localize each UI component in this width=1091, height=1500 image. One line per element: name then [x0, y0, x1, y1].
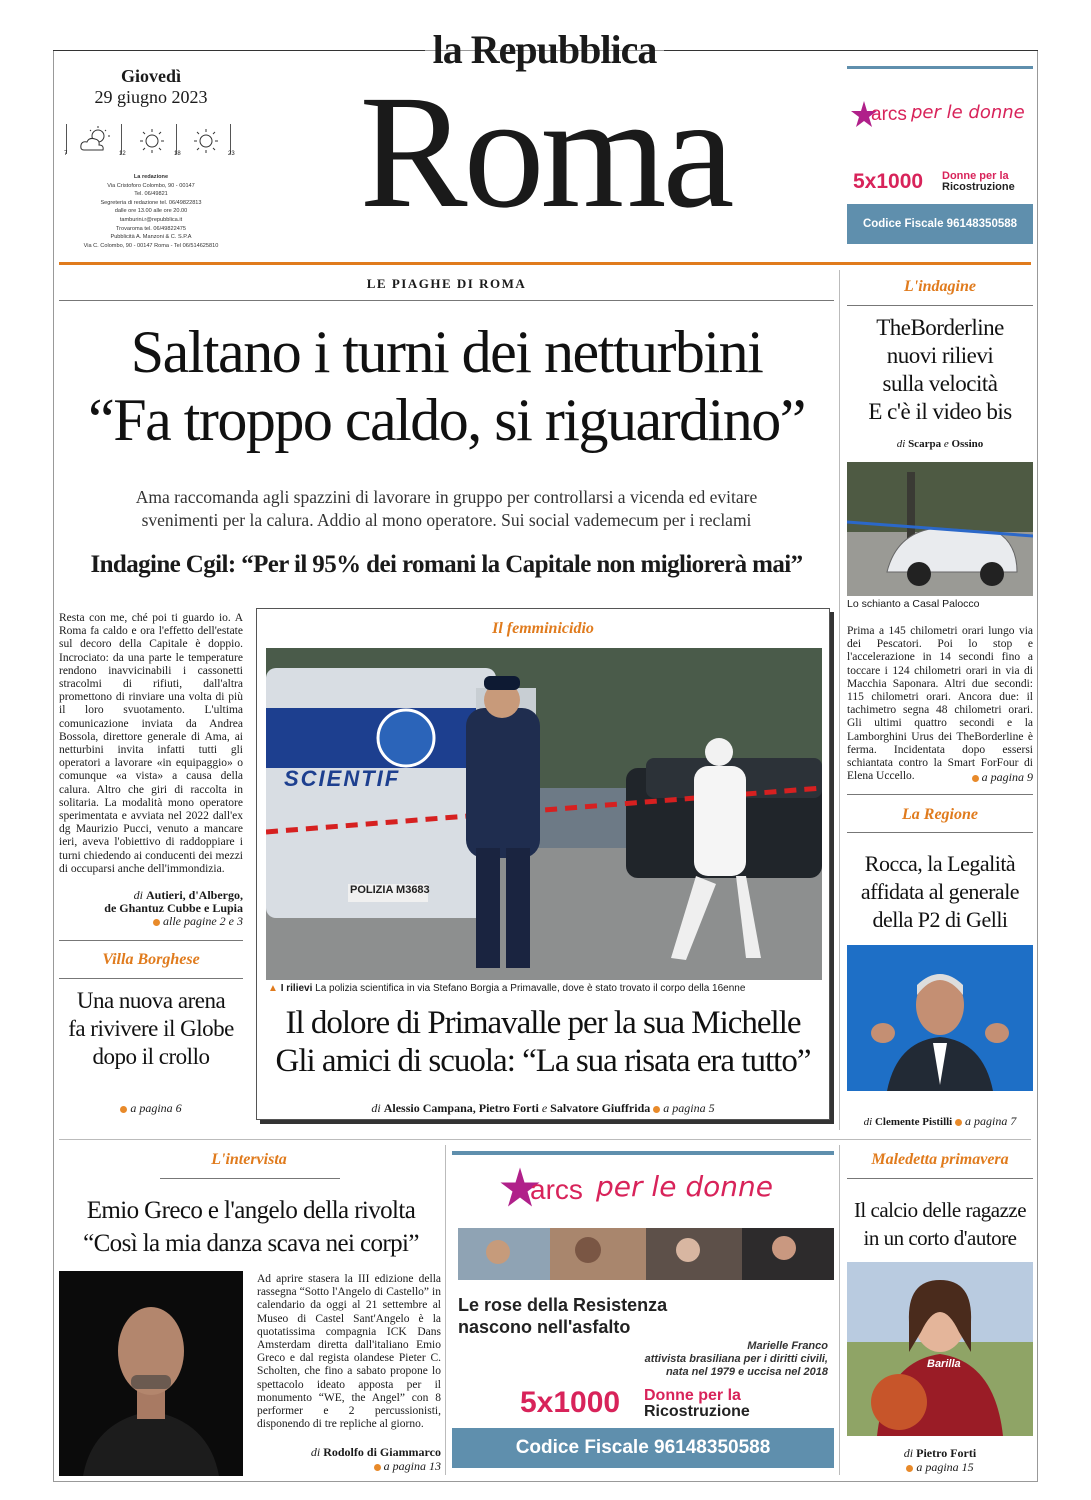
regione-headline[interactable] — [847, 850, 1033, 934]
byline-and: e — [943, 438, 949, 450]
emio-greco-photo[interactable] — [59, 1271, 243, 1476]
accent-rule — [59, 262, 1031, 265]
primavera-page-ref[interactable]: a pagina 15 — [916, 1460, 974, 1474]
intervista-headline-line2: “Così la mia danza scava nei corpi” — [83, 1230, 419, 1257]
redazione-line: Via Cristoforo Colombo, 90 - 00147 — [107, 182, 195, 189]
redazione-title: La redazione — [133, 174, 169, 180]
section-label: LE PIAGHE DI ROMA — [366, 276, 527, 291]
intervista-headline-line1: Emio Greco e l'angelo della rivolta — [86, 1197, 416, 1224]
rocca-photo[interactable] — [847, 945, 1033, 1091]
regione-byline — [847, 1114, 1033, 1129]
redazione-line: Via C. Colombo, 90 - 00147 Roma - Tel 06/514625810 — [83, 242, 219, 249]
temp-1: 7 — [64, 151, 68, 157]
ad-top-cause-line1: Donne per la — [942, 170, 1009, 182]
regione-page-ref[interactable]: a pagina 7 — [965, 1114, 1017, 1128]
regione-headline-line: affidata al generale — [860, 879, 1020, 904]
rule — [847, 794, 1033, 795]
lead-deck-line2: svenimenti per la calura. Addio al mono operatore. Sui social vademecum per i reclami — [141, 510, 752, 530]
rule — [59, 978, 243, 979]
regione-byline-names: Clemente Pistilli — [874, 1116, 953, 1128]
redazione-line: dalle ore 13.00 alle ore 20.00 — [114, 208, 188, 215]
lead-subheadline[interactable]: Indagine Cgil: “Per il 95% dei romani la Capitale non migliorerà mai” — [90, 551, 803, 578]
ad-bottom-cause-line1: Donne per la — [644, 1387, 741, 1404]
byline-prefix: di — [133, 888, 143, 902]
ad-bottom-photo-strip — [458, 1228, 834, 1280]
borderline-page-ref[interactable]: a pagina 9 — [981, 770, 1033, 784]
redazione-line: Pubblicità A. Manzoni & C. S.P.A — [110, 234, 192, 241]
byline-prefix: di — [863, 1116, 873, 1128]
issue-day: Giovedì — [120, 66, 181, 86]
rule — [847, 832, 1033, 833]
cloud-sun-icon — [78, 126, 112, 158]
primavera-headline-line2: in un corto d'autore — [863, 1226, 1017, 1250]
ad-bottom-brand: arcs — [530, 1174, 583, 1205]
ad-top-logo[interactable] — [847, 98, 1033, 134]
sun-icon — [138, 127, 166, 159]
borderline-headline[interactable] — [847, 314, 1033, 426]
borderline-byline-last: Ossino — [951, 438, 984, 450]
borderline-byline-names: Scarpa — [908, 438, 942, 450]
femminicidio-page-ref[interactable]: a pagina 5 — [663, 1101, 715, 1115]
villa-headline[interactable] — [59, 987, 243, 1071]
redazione-box — [60, 173, 242, 250]
sun-icon — [192, 127, 220, 159]
ad-bottom-quote-name: Marielle Franco — [747, 1340, 828, 1352]
borderline-kicker: L'indagine — [903, 278, 976, 295]
femminicidio-headline-line2: Gli amici di scuola: “La sua risata era tutto” — [275, 1043, 811, 1079]
villa-headline-line: fa rivivere il Globe — [68, 1016, 234, 1041]
masthead-rule-right — [664, 50, 1038, 51]
ad-top-rule — [847, 66, 1033, 69]
ad-bottom-quote-line2: nata nel 1979 e uccisa nel 2018 — [665, 1366, 828, 1378]
temp-4: 23 — [228, 151, 235, 157]
ad-top-tagline: per le donne — [911, 102, 1025, 123]
borderline-body: Prima a 145 chilometri orari lungo via dei Pescatori. Poi lo stop e l'accelerazione in 14 secondi fino a toccare i 124 chilometri orari in via di Macchia Saponara. Altri due secondi: 115 chilometri orari. Ancora due: il tachimetro segna 48 chilometri orari. Gli ultimi quattro secondi e la Lamborghini Urus dei TheBorderline è ferma. Incidentata dopo essersi schiantata contro la Smart ForFour di Elena Uccello. — [847, 625, 1033, 783]
lead-deck-line1: Ama raccomanda agli spazzini di lavorare in gruppo per controllarsi a vicenda ed evitare — [135, 487, 758, 507]
regione-headline-line: della P2 di Gelli — [872, 907, 1008, 932]
femminicidio-byline — [256, 1101, 830, 1116]
borderline-headline-line: TheBorderline — [876, 315, 1004, 340]
redazione-line[interactable]: tamburini.r@repubblica.it — [119, 216, 183, 223]
villa-kicker: Villa Borghese — [102, 951, 200, 968]
ad-bottom-headline-line1: Le rose della Resistenza — [458, 1295, 668, 1315]
intervista-kicker: L'intervista — [211, 1151, 287, 1168]
issue-date: 29 giugno 2023 — [94, 87, 208, 107]
borderline-headline-line: sulla velocità — [882, 371, 998, 396]
van-plate: POLIZIA M3683 — [350, 884, 430, 896]
regione-kicker: La Regione — [902, 806, 978, 823]
lead-headline[interactable] — [59, 318, 834, 454]
section-rule — [59, 300, 834, 301]
femminicidio-byline-last: Salvatore Giuffrida — [550, 1101, 651, 1115]
femminicidio-kicker: Il femminicidio — [492, 620, 594, 637]
intervista-headline[interactable] — [59, 1194, 443, 1260]
column-divider — [839, 270, 840, 1130]
ad-bottom-rule — [452, 1151, 834, 1155]
byline-and: e — [541, 1101, 548, 1115]
femminicidio-headline-line1: Il dolore di Primavalle per la sua Michelle — [285, 1005, 801, 1041]
ad-bottom-5x1000: 5x1000 — [520, 1386, 621, 1419]
ad-bottom-quote-line1: attivista brasiliana per i diritti civili, — [644, 1353, 828, 1365]
temp-2: 12 — [119, 151, 126, 157]
byline-prefix: di — [310, 1445, 321, 1459]
villa-page-ref[interactable]: a pagina 6 — [130, 1101, 182, 1115]
shirt-text: Barilla — [927, 1358, 961, 1370]
femminicidio-caption-label: I rilievi — [280, 983, 313, 994]
primavera-photo[interactable] — [847, 1262, 1033, 1436]
primavera-headline-line1: Il calcio delle ragazze — [853, 1198, 1027, 1222]
villa-headline-line: dopo il crollo — [92, 1044, 210, 1069]
lead-deck — [59, 486, 834, 532]
lead-body: Resta con me, ché poi ti guardo io. A Roma fa caldo e ora l'effetto dell'estate sul decoro della Capitale è doppio. Incrociato: da una parte le temperature rendono inavvicinabili i cassonetti stracolmi di rifiuti, dall'altra promettono di rinviare una volta di più il loro svuotamento. L'ultima comunicazione inviata da Andrea Bossola, direttore generale di Ama, ai netturbini invita infatti tutti gli operatori a lavorare «in equipaggio» o comunque «a vista» a causa della calura. Altro che giri di raccolta in solitaria. La modalità mono operatore sperimentata e avviata nel 2022 dall'ex dg Maurizio Pucci, venuto a mancare ieri, aveva l'obiettivo di raddoppiare i turni chiedendo ai conducenti dei mezzi di occuparsi anche dell'immondizia. — [59, 612, 243, 875]
villa-page-ref-wrap — [59, 1101, 243, 1116]
ad-top-cause — [942, 171, 1015, 193]
lead-byline-names2: de Ghantuz Cubbe e Lupia — [104, 901, 243, 915]
borderline-headline-line: E c'è il video bis — [868, 399, 1012, 424]
masthead-rule-left — [53, 50, 425, 51]
femminicidio-caption — [268, 983, 828, 994]
femminicidio-headline[interactable] — [256, 1004, 830, 1080]
femminicidio-caption-text: La polizia scientifica in via Stefano Borgia a Primavalle, dove è stato trovato il corpo della 16enne — [315, 983, 746, 994]
city-title: Roma — [359, 63, 731, 242]
primavera-kicker: Maledetta primavera — [871, 1151, 1009, 1168]
primavera-byline — [847, 1446, 1033, 1474]
redazione-line: Tel. 06/49821 — [134, 191, 168, 198]
column-divider — [445, 1145, 446, 1475]
crash-photo-caption: Lo schianto a Casal Palocco — [847, 598, 980, 610]
rule — [847, 1178, 1033, 1179]
ad-bottom-logo[interactable] — [500, 1162, 800, 1217]
lead-headline-line2: “Fa troppo caldo, si riguardino” — [88, 387, 805, 453]
femminicidio-byline-names: Alessio Campana, Pietro Forti — [383, 1101, 539, 1115]
redazione-line: Segreteria di redazione tel. 06/49822813 — [100, 199, 202, 206]
byline-prefix: di — [896, 438, 906, 450]
intervista-byline — [257, 1445, 441, 1473]
byline-prefix: di — [903, 1446, 914, 1460]
ad-bottom-headline — [458, 1294, 834, 1338]
ad-bottom-tagline: per le donne — [596, 1170, 773, 1203]
ad-bottom-cause — [644, 1388, 750, 1420]
lead-page-ref[interactable]: alle pagine 2 e 3 — [163, 914, 243, 928]
intervista-body: Ad aprire stasera la III edizione della rassegna “Sotto l'Angelo di Castello” in calendario da oggi al 21 settembre al Museo di Castel Sant'Angelo è la quotatissima compagnia ICK Dans Amsterdam diretta dall'italiano Emio Greco e dal regista olandese Pieter C. Scholten, che fino a sabato propone lo spettacolo ideato apposta per il monumento “WE, the Angel” con 8 performer e 2 percussionisti, disponendo di tre repliche al giorno. — [257, 1273, 441, 1431]
lead-headline-line1: Saltano i turni dei netturbini — [130, 319, 763, 385]
rule — [847, 305, 1033, 306]
ad-bottom-headline-line2: nascono nell'asfalto — [458, 1317, 631, 1337]
lead-byline — [59, 889, 243, 928]
primavera-headline[interactable] — [847, 1196, 1033, 1252]
villa-headline-line: Una nuova arena — [76, 988, 226, 1013]
ad-top-fiscal-code[interactable]: Codice Fiscale 96148350588 — [847, 204, 1033, 244]
byline-prefix: di — [371, 1101, 381, 1115]
ad-top-brand: arcs — [871, 104, 907, 125]
rule — [59, 940, 243, 941]
ad-top-cause-line2: Ricostruzione — [942, 181, 1015, 193]
ad-bottom-fiscal-code[interactable]: Codice Fiscale 96148350588 — [452, 1428, 834, 1468]
lead-byline-names: Autieri, d'Albergo, — [146, 888, 243, 902]
column-divider — [839, 1145, 840, 1475]
ad-top-5x1000: 5x1000 — [853, 170, 924, 193]
ad-bottom-cause-line2: Ricostruzione — [644, 1403, 750, 1420]
van-text: SCIENTIF — [284, 766, 401, 791]
brand-name[interactable]: la Repubblica — [432, 27, 657, 72]
borderline-page-ref-wrap — [847, 770, 1033, 785]
rule — [160, 1178, 340, 1179]
crash-photo[interactable] — [847, 462, 1033, 596]
femminicidio-photo[interactable] — [266, 648, 822, 980]
triangle-icon: ▲ — [268, 983, 278, 994]
intervista-byline-names: Rodolfo di Giammarco — [323, 1445, 441, 1459]
primavera-byline-names: Pietro Forti — [916, 1446, 977, 1460]
regione-headline-line: Rocca, la Legalità — [864, 851, 1016, 876]
weather-strip — [64, 124, 239, 160]
borderline-headline-line: nuovi rilievi — [886, 343, 994, 368]
bottom-rule — [59, 1139, 1031, 1140]
intervista-page-ref[interactable]: a pagina 13 — [383, 1459, 441, 1473]
borderline-byline — [847, 438, 1033, 450]
ad-bottom-quote — [600, 1340, 828, 1379]
redazione-line: Trovaroma tel. 06/49822475 — [115, 225, 187, 232]
temp-3: 18 — [174, 151, 181, 157]
